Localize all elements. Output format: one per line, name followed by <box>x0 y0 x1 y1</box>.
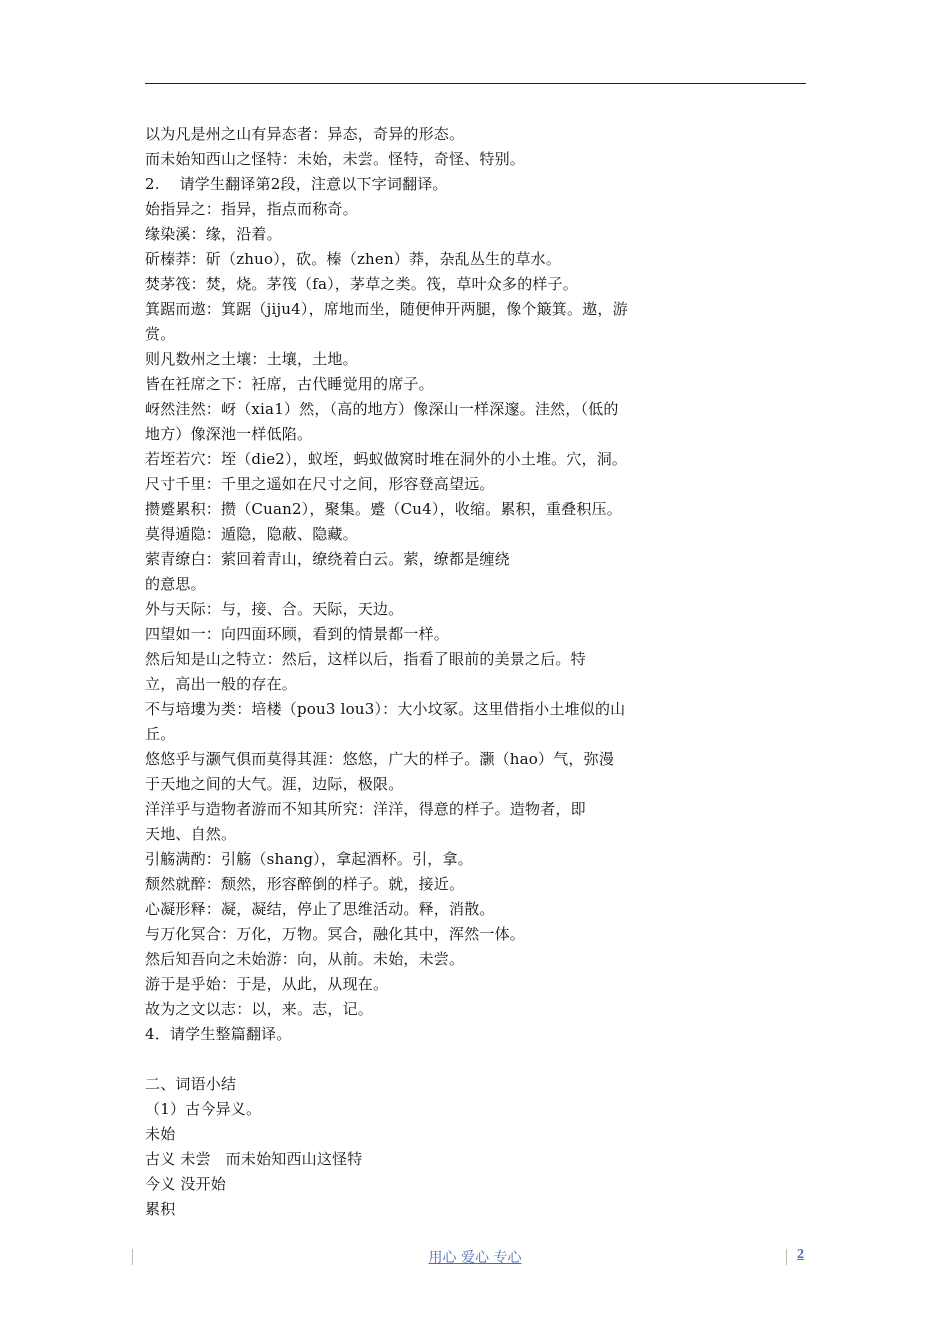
text-line: 洋洋乎与造物者游而不知其所究：洋洋，得意的样子。造物者，即 <box>145 800 586 818</box>
text-line: 焚茅筏：焚，烧。茅筏（fa），茅草之类。筏，草叶众多的样子。 <box>145 275 578 293</box>
text-line: 2. 请学生翻译第2段，注意以下字词翻译。 <box>145 175 448 193</box>
text-line: 赏。 <box>145 325 176 343</box>
text-line: 始指异之：指异，指点而称奇。 <box>145 200 358 218</box>
text-line: 的意思。 <box>145 575 206 593</box>
header-rule <box>145 83 806 84</box>
text-line: 缘染溪：缘，沿着。 <box>145 225 282 243</box>
text-line: 4．请学生整篇翻译。 <box>145 1025 292 1043</box>
text-line: 尺寸千里：千里之遥如在尺寸之间，形容登高望远。 <box>145 475 495 493</box>
text-line: 于天地之间的大气。涯，边际，极限。 <box>145 775 404 793</box>
text-line: 皆在衽席之下：衽席，古代睡觉用的席子。 <box>145 375 434 393</box>
text-line: 若垤若穴：垤（die2），蚁垤，蚂蚁做窝时堆在洞外的小土堆。穴，洞。 <box>145 450 628 468</box>
text-line: 今义 没开始 <box>145 1175 226 1193</box>
page-footer <box>0 1245 950 1273</box>
footer-motto: 用心 爱心 专心 <box>428 1250 522 1266</box>
page-number: 2 <box>797 1247 804 1262</box>
text-line: 天地、自然。 <box>145 825 237 843</box>
text-line: 不与培塿为类：培楼（pou3 lou3）：大小坟冢。这里借指小土堆似的山 <box>145 700 626 718</box>
text-line: 岈然洼然：岈（xia1）然，（高的地方）像深山一样深邃。洼然，（低的 <box>145 400 619 418</box>
text-line: 游于是乎始：于是，从此，从现在。 <box>145 975 389 993</box>
text-line: 二、词语小结 <box>145 1075 237 1093</box>
text-line: 地方）像深池一样低陷。 <box>145 425 313 443</box>
text-line: 斫榛莽：斫（zhuo），砍。榛（zhen）莽，杂乱丛生的草水。 <box>145 250 562 268</box>
text-line <box>145 1047 805 1072</box>
text-line: 然后知吾向之未始游：向，从前。未始，未尝。 <box>145 950 465 968</box>
text-line: 与万化冥合：万化，万物。冥合，融化其中，浑然一体。 <box>145 925 526 943</box>
text-line: 立，高出一般的存在。 <box>145 675 298 693</box>
text-line: 引觞满酌：引觞（shang），拿起酒杯。引，拿。 <box>145 850 473 868</box>
text-line: 古义 未尝 而未始知西山这怪特 <box>145 1150 363 1168</box>
text-line: 萦青缭白：萦回着青山，缭绕着白云。萦，缭都是缠绕 <box>145 550 510 568</box>
document-body <box>145 122 805 1222</box>
footer-right-divider <box>786 1249 787 1265</box>
text-line: 攒蹙累积：攒（Cuan2），聚集。蹙（Cu4），收缩。累积，重叠积压。 <box>145 500 622 518</box>
text-line: 箕踞而遨：箕踞（jiju4），席地而坐，随便伸开两腿，像个簸箕。遨，游 <box>145 300 628 318</box>
text-line: 则凡数州之土壤：土壤，土地。 <box>145 350 358 368</box>
text-line: 颓然就醉：颓然，形容醉倒的样子。就，接近。 <box>145 875 465 893</box>
text-line: 莫得遁隐：遁隐，隐蔽、隐藏。 <box>145 525 358 543</box>
text-line: 以为凡是州之山有异态者：异态，奇异的形态。 <box>145 125 465 143</box>
text-line: 丘。 <box>145 725 176 743</box>
text-line: 外与天际：与，接、合。天际，天边。 <box>145 600 404 618</box>
text-line: （1）古今异义。 <box>145 1100 262 1118</box>
text-line: 然后知是山之特立：然后，这样以后，指看了眼前的美景之后。特 <box>145 650 586 668</box>
text-line: 故为之文以志：以，来。志，记。 <box>145 1000 374 1018</box>
text-line: 心凝形释：凝，凝结，停止了思维活动。释，消散。 <box>145 900 495 918</box>
text-line: 四望如一：向四面环顾，看到的情景都一样。 <box>145 625 450 643</box>
text-line: 未始 <box>145 1125 176 1143</box>
text-line: 悠悠乎与灏气俱而莫得其涯：悠悠，广大的样子。灏（hao）气，弥漫 <box>145 750 615 768</box>
text-line: 累积 <box>145 1200 176 1218</box>
text-line: 而未始知西山之怪特：未始，未尝。怪特，奇怪、特别。 <box>145 150 526 168</box>
